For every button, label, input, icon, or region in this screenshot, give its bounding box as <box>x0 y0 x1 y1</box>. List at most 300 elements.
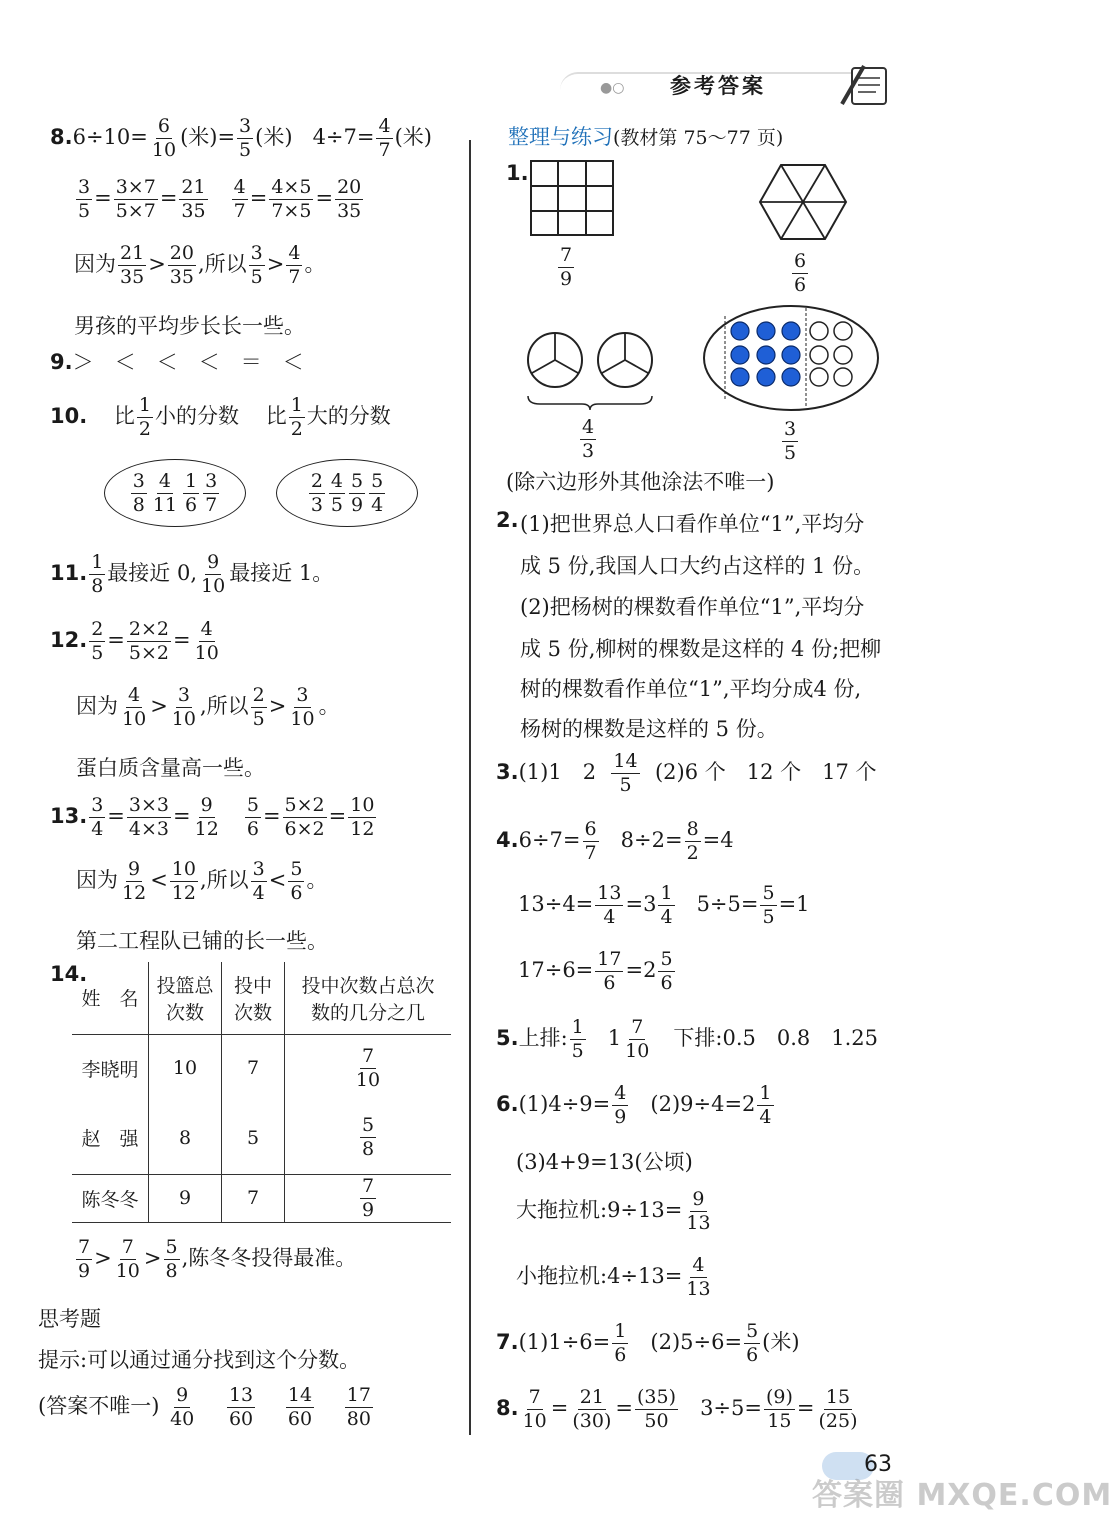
denominator: 8 <box>132 493 145 516</box>
q8-conclusion: 男孩的平均步长长一些。 <box>74 314 305 338</box>
q2-line: (2)把杨树的棵数看作单位“1”,平均分 <box>520 595 865 619</box>
fraction <box>245 796 261 839</box>
text: 4. <box>496 828 519 852</box>
text: (2)9÷4=2 <box>650 1092 756 1116</box>
fraction <box>283 796 327 839</box>
text: (米) <box>255 125 293 149</box>
denominator: 6 <box>290 882 303 904</box>
text: > <box>94 1246 112 1270</box>
text: 6÷7= <box>518 828 581 852</box>
numerator: 14 <box>613 750 638 772</box>
denominator: 8 <box>165 1260 178 1282</box>
denominator: 10 <box>151 139 177 161</box>
table-cell: 7 <box>222 1034 285 1102</box>
fraction <box>150 117 178 160</box>
fraction <box>329 469 345 516</box>
q4-line2 <box>518 884 810 927</box>
denominator: 10 <box>201 575 226 597</box>
numerator: 10 <box>350 794 375 816</box>
denominator: 5 <box>619 774 632 796</box>
fraction <box>611 752 639 795</box>
numerator: 10 <box>171 858 196 880</box>
fraction <box>349 469 365 516</box>
text: (米)= <box>180 125 236 149</box>
numerator: 21 <box>181 176 206 198</box>
text: =4 <box>702 828 734 852</box>
denominator: 2 <box>290 418 303 440</box>
q1-number: 1. <box>506 161 529 185</box>
numerator: 3×7 <box>115 176 156 198</box>
q4-line3 <box>518 950 677 993</box>
numerator: 3 <box>252 858 265 880</box>
hexagon-fraction <box>790 252 810 295</box>
numerator: 3 <box>205 469 218 492</box>
fraction <box>168 244 196 287</box>
denominator: 4 <box>371 493 384 516</box>
numerator: 5 <box>371 469 384 492</box>
denominator: 2 <box>686 842 699 864</box>
denominator: 13 <box>686 1212 711 1234</box>
denominator: 6×2 <box>284 818 325 840</box>
table-row <box>72 1102 451 1174</box>
q13-conclusion: 第二工程队已铺的长一些。 <box>76 929 328 953</box>
think-answers <box>38 1386 375 1429</box>
text: (教材第 75～77 页) <box>613 127 784 149</box>
denominator: 10 <box>355 1068 381 1091</box>
numerator: 7 <box>78 1236 91 1258</box>
text: < <box>268 868 287 892</box>
text: =3 <box>625 892 657 916</box>
numerator: 4 <box>128 684 141 706</box>
fraction <box>164 1238 180 1281</box>
denominator: 10 <box>194 642 219 664</box>
text: 6. <box>496 1092 519 1116</box>
text: 8. <box>50 125 73 149</box>
text: 11. <box>50 561 88 585</box>
q10-left-set <box>104 459 246 527</box>
table-cell <box>285 1034 452 1102</box>
fraction <box>269 178 313 221</box>
numerator: 1 <box>185 469 198 492</box>
fraction <box>792 252 808 295</box>
text: (2)6 个 12 个 17 个 <box>654 760 877 784</box>
text: (米) <box>394 125 432 149</box>
text: ,所以 <box>199 694 249 718</box>
circles-fraction <box>578 418 598 461</box>
text: 1 <box>607 1026 622 1050</box>
text: (2)5÷6= <box>650 1330 743 1354</box>
circles-diagram <box>520 332 660 412</box>
q2-number: 2. <box>496 508 519 532</box>
fraction <box>168 1386 196 1429</box>
text: 最接近 1。 <box>229 561 334 585</box>
numerator: 1 <box>660 882 673 904</box>
fraction <box>127 620 171 663</box>
table-cell: 赵 强 <box>72 1102 149 1174</box>
denominator: 11 <box>152 493 178 516</box>
numerator: 17 <box>346 1384 371 1406</box>
denominator: 7 <box>233 200 246 222</box>
numerator: 2 <box>91 618 104 640</box>
numerator: 20 <box>169 242 194 264</box>
numerator: 1 <box>138 394 151 416</box>
text: 最接近 0, <box>107 561 198 585</box>
text: 3÷5= <box>700 1396 762 1420</box>
table-row <box>72 1174 451 1222</box>
header-dots: ●○ <box>600 80 625 96</box>
text: 。 <box>306 868 328 892</box>
numerator: 4 <box>288 242 301 264</box>
table-cell: 8 <box>149 1102 222 1174</box>
q6-line1 <box>496 1084 776 1127</box>
fraction <box>151 469 179 516</box>
table-cell <box>222 962 285 1034</box>
fraction <box>782 420 798 463</box>
text: ,陈冬冬投得最准。 <box>181 1246 357 1270</box>
table-row <box>72 1034 451 1102</box>
q8-line2: $\frac{3}{5}$ = $\frac{3\times 7}{5\times 7}$ = $\frac{21}{35}$ $\frac{4}{7}$ = $\frac{4\times 5}{7\times 5}$ = $\frac{20}{35}$ <box>78 176 362 222</box>
fraction <box>595 884 623 927</box>
text: (米) <box>762 1330 800 1354</box>
q4-line1 <box>496 820 734 863</box>
text: 上排: <box>518 1026 568 1050</box>
numerator: 13 <box>597 882 622 904</box>
text: 7. <box>496 1330 519 1354</box>
fraction <box>635 1388 678 1431</box>
think-hint: 提示:可以通过通分找到这个分数。 <box>38 1348 361 1372</box>
q13-line2 <box>76 860 327 903</box>
fraction <box>232 178 248 221</box>
table-cell <box>285 962 452 1034</box>
table-cell <box>149 962 222 1034</box>
text: 10. <box>50 404 88 428</box>
fraction <box>179 178 207 221</box>
fraction <box>286 1386 314 1429</box>
numerator: 8 <box>686 818 699 840</box>
text: 比 <box>265 404 287 428</box>
fraction <box>760 884 776 927</box>
numerator: 15 <box>825 1386 851 1408</box>
denominator: 7 <box>378 139 391 161</box>
numerator: 4 <box>378 115 391 137</box>
fraction <box>757 1084 773 1127</box>
grid-fraction <box>556 246 576 289</box>
denominator: 4 <box>660 906 673 928</box>
denominator: 10 <box>522 1410 547 1432</box>
numerator: 5 <box>762 882 775 904</box>
numerator: 3 <box>177 684 190 706</box>
denominator: 7 <box>205 493 218 516</box>
numerator: 4 <box>614 1082 627 1104</box>
denominator: 6 <box>603 972 616 994</box>
q3 <box>496 752 877 795</box>
numerator: 6 <box>157 115 171 137</box>
text: 13. <box>50 804 88 828</box>
denominator: 5 <box>571 1040 584 1062</box>
denominator: 2 <box>138 418 151 440</box>
numerator: 3 <box>78 176 91 198</box>
q6-line3 <box>516 1190 715 1233</box>
text: > <box>143 1246 162 1270</box>
q12-line2 <box>76 686 340 729</box>
q5 <box>496 1018 878 1061</box>
text: 因为 <box>76 694 118 718</box>
results-table <box>72 962 451 1223</box>
fraction <box>170 686 198 729</box>
fraction <box>360 1174 376 1221</box>
fraction <box>183 469 199 516</box>
fraction <box>118 244 146 287</box>
fraction <box>227 1386 255 1429</box>
numerator: 3 <box>250 242 263 264</box>
fraction <box>684 1190 712 1233</box>
text: > <box>150 694 168 718</box>
fraction <box>251 860 267 903</box>
numerator: 7 <box>560 244 573 266</box>
q7 <box>496 1322 800 1365</box>
fraction <box>76 1238 92 1281</box>
numerator: 9 <box>200 794 213 816</box>
q8-right: 8. $\frac{7}{10}$ = $\frac{21}{(30)}$ = $\frac{(35)}{50}$ 3÷5= $\frac{(9)}{15}$ = $\frac{15}{(25)}$ <box>496 1386 858 1432</box>
numerator: 21 <box>579 1386 604 1408</box>
denominator: 10 <box>171 708 196 730</box>
denominator: 10 <box>122 708 147 730</box>
numerator: 9 <box>692 1188 705 1210</box>
table-cell <box>285 1102 452 1174</box>
numerator: 4 <box>158 469 171 492</box>
text: 6÷10= <box>72 125 148 149</box>
fraction <box>120 860 148 903</box>
q2-line: (1)把世界总人口看作单位“1”,平均分 <box>520 512 865 536</box>
oval-fraction <box>780 420 800 463</box>
numerator: 7 <box>361 1044 375 1067</box>
numerator: 6 <box>794 250 807 272</box>
numerator: 5 <box>290 858 303 880</box>
numerator: 1 <box>571 1016 584 1038</box>
text: 因为 <box>76 868 118 892</box>
text: < <box>150 868 168 892</box>
denominator: 8 <box>91 575 104 597</box>
fraction <box>170 860 198 903</box>
numerator: 5 <box>660 948 673 970</box>
section-title <box>508 121 783 151</box>
denominator: 5 <box>784 442 797 464</box>
q2-line: 树的棵数看作单位“1”,平均分成4 份, <box>520 677 862 701</box>
fraction <box>684 1256 712 1299</box>
numerator: 2×2 <box>128 618 170 640</box>
fraction <box>521 1388 549 1431</box>
text: 次数 <box>165 1001 204 1024</box>
denominator: 5 <box>78 200 91 222</box>
table-cell: 7 <box>222 1174 285 1222</box>
denominator: 80 <box>346 1408 371 1430</box>
denominator: 7 <box>584 842 597 864</box>
fraction <box>335 178 363 221</box>
numerator: 1 <box>759 1082 772 1104</box>
text: =1 <box>778 892 810 916</box>
fraction <box>131 469 147 516</box>
denominator: 60 <box>228 1408 254 1430</box>
numerator: 5 <box>746 1320 759 1342</box>
text: 投篮总 <box>156 974 214 997</box>
text: 次数 <box>233 1001 272 1024</box>
fraction <box>114 178 158 221</box>
denominator: (30) <box>572 1410 612 1432</box>
denominator: 10 <box>115 1260 140 1282</box>
scroll-pen-icon <box>838 60 894 110</box>
fraction <box>193 796 221 839</box>
numerator: 21 <box>120 242 145 264</box>
q6-line2: (3)4+9=13(公顷) <box>516 1150 693 1174</box>
denominator: 10 <box>290 708 315 730</box>
q6-line4 <box>516 1256 715 1299</box>
text: 因为 <box>74 252 116 276</box>
text: 大拖拉机:9÷13= <box>516 1198 683 1222</box>
denominator: 12 <box>194 818 219 840</box>
fraction <box>658 950 674 993</box>
fraction <box>817 1388 860 1431</box>
table-cell: 10 <box>149 1034 222 1102</box>
denominator: 12 <box>122 882 147 904</box>
fraction <box>580 418 596 461</box>
q10-headers <box>50 396 391 439</box>
numerator: 4 <box>330 469 343 492</box>
page-number: 63 <box>864 1452 892 1477</box>
text: 17÷6= <box>518 958 594 982</box>
fraction <box>127 796 171 839</box>
q14-number: 14. <box>50 962 88 986</box>
denominator: 6 <box>246 818 259 840</box>
fraction <box>354 1044 382 1091</box>
table-header-row <box>72 962 451 1034</box>
denominator: 3 <box>310 493 323 516</box>
fraction <box>286 244 302 287</box>
q2-line: 成 5 份,柳树的棵数是这样的 4 份;把柳 <box>520 637 882 661</box>
numerator: 9 <box>128 858 141 880</box>
numerator: 3 <box>91 794 104 816</box>
denominator: 9 <box>78 1260 91 1282</box>
numerator: 9 <box>176 1384 189 1406</box>
table-cell: 5 <box>222 1102 285 1174</box>
denominator: 5 <box>252 708 265 730</box>
numerator: (35) <box>637 1386 677 1408</box>
q2-line: 成 5 份,我国人口大约占这样的 1 份。 <box>520 554 875 578</box>
fraction <box>570 1388 613 1431</box>
denominator: 5 <box>250 266 263 288</box>
think-title: 思考题 <box>38 1307 101 1331</box>
fraction <box>76 178 92 221</box>
text: 小拖拉机:4÷13= <box>516 1264 683 1288</box>
numerator: 5 <box>351 469 364 492</box>
q14-table <box>72 962 451 1223</box>
fraction <box>348 796 376 839</box>
text: 比 <box>113 404 135 428</box>
q11 <box>50 553 333 596</box>
fraction <box>744 1322 760 1365</box>
text: 5. <box>496 1026 519 1050</box>
denominator: 60 <box>287 1408 313 1430</box>
q8-line3 <box>74 244 325 287</box>
denominator: 4 <box>759 1106 772 1128</box>
denominator: 7×5 <box>271 200 312 222</box>
text: 数的几分之几 <box>310 1001 425 1024</box>
q1-note: (除六边形外其他涂法不唯一) <box>506 470 775 494</box>
text: 小的分数 <box>155 404 239 428</box>
denominator: 4 <box>252 882 265 904</box>
fraction <box>137 396 153 439</box>
denominator: 6 <box>794 274 807 296</box>
hexagon-diagram <box>758 163 848 241</box>
denominator: 7 <box>288 266 301 288</box>
numerator: 2 <box>310 469 323 492</box>
denominator: 35 <box>181 200 206 222</box>
text: 投中次数占总次 <box>301 974 435 997</box>
denominator: 6 <box>660 972 673 994</box>
text: > <box>266 252 285 276</box>
denominator: 9 <box>361 1198 375 1221</box>
fraction <box>89 796 105 839</box>
denominator: 12 <box>350 818 375 840</box>
numerator: 5 <box>165 1236 178 1258</box>
q2-line: 杨树的棵数是这样的 5 份。 <box>520 717 778 741</box>
numerator: 7 <box>528 1386 541 1408</box>
denominator: 6 <box>746 1344 759 1366</box>
text: 13÷4= <box>518 892 594 916</box>
text: 12. <box>50 628 88 652</box>
fraction <box>114 1238 142 1281</box>
text: 。 <box>318 694 340 718</box>
fraction <box>251 686 267 729</box>
numerator: 4 <box>200 618 213 640</box>
numerator: 3 <box>784 418 797 440</box>
text: 下排:0.5 0.8 1.25 <box>673 1026 879 1050</box>
fraction <box>89 620 105 663</box>
denominator: 5 <box>91 642 104 664</box>
header-title: 参考答案 <box>670 74 766 98</box>
denominator: 4 <box>91 818 104 840</box>
text: ,所以 <box>199 868 249 892</box>
numerator: 7 <box>361 1174 375 1197</box>
denominator: 3 <box>582 440 595 462</box>
numerator: 20 <box>337 176 362 198</box>
fraction <box>203 469 219 516</box>
numerator: 1 <box>91 551 104 573</box>
text: 9. <box>50 350 73 374</box>
numerator: 6 <box>584 818 597 840</box>
fraction <box>369 469 385 516</box>
text: 8÷2= <box>620 828 683 852</box>
numerator: 3 <box>296 684 309 706</box>
text: 3. <box>496 760 519 784</box>
dots-oval-diagram <box>702 304 880 412</box>
q14-conclusion <box>74 1238 356 1281</box>
text: 4÷7= <box>312 125 375 149</box>
denominator: 8 <box>361 1138 375 1161</box>
numerator: 4 <box>692 1254 705 1276</box>
fraction <box>558 246 574 289</box>
denominator: 35 <box>169 266 194 288</box>
denominator: (25) <box>818 1410 858 1432</box>
text: 8. <box>496 1396 519 1420</box>
numerator: 9 <box>207 551 220 573</box>
table-cell: 李晓明 <box>72 1034 149 1102</box>
q9 <box>50 346 304 376</box>
table-cell <box>285 1174 452 1222</box>
text: 投中 <box>233 974 272 997</box>
denominator: 9 <box>560 268 573 290</box>
q8-line1 <box>50 117 432 160</box>
numerator: 3 <box>132 469 145 492</box>
